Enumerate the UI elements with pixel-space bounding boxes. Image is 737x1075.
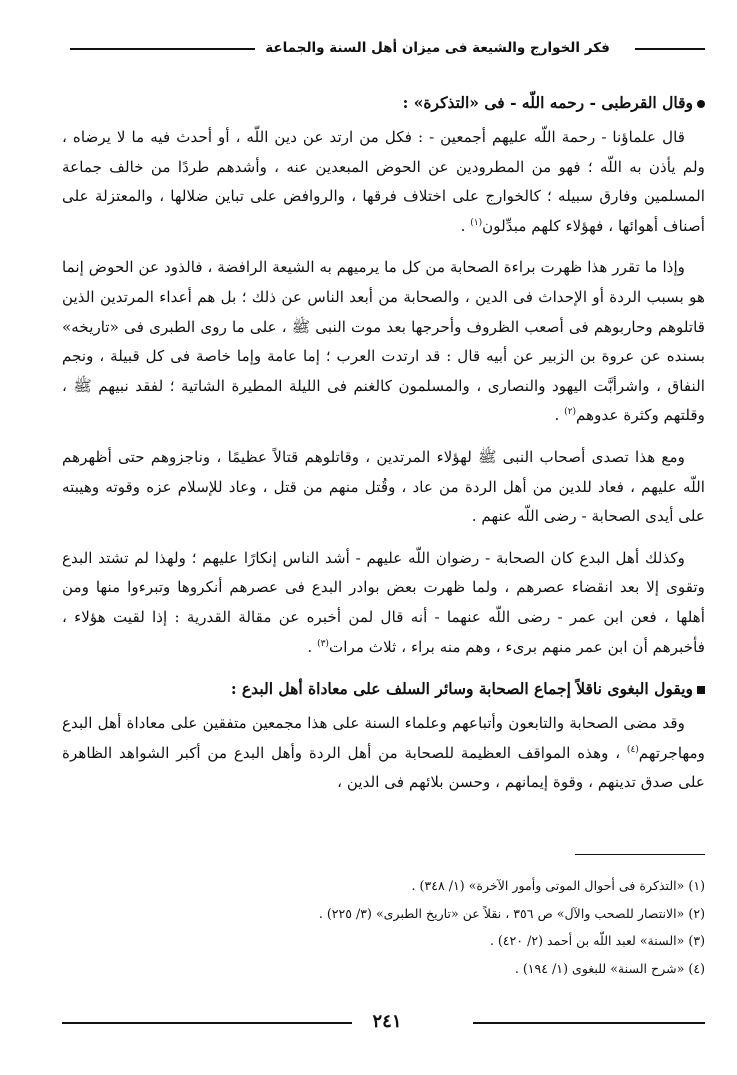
header-rule-left (70, 48, 255, 50)
header-rule-right (635, 48, 705, 50)
heading-text: ويقول البغوى ناقلاً إجماع الصحابة وسائر السلف على معاداة أهل البدع : (230, 679, 693, 699)
page-number: ٢٤١ (372, 1011, 402, 1032)
running-header (70, 36, 705, 60)
paragraph-2 (62, 253, 705, 431)
quote-heading-qurtubi (62, 88, 705, 117)
footnote-ref[interactable]: (٣) (317, 638, 329, 649)
square-bullet-icon (697, 686, 705, 694)
footnote-1: (١) «التذكرة فى أحوال الموتى وأمور الآخرة» (١/ ٣٤٨) . (411, 878, 705, 893)
paragraph-text: قال علماؤنا - رحمة اللّه عليهم أجمعين - : فكل من ارتد عن دين اللّه ، أو أحدث فيه ما لا يرضاه ، ولم يأذن به اللّه ؛ فهو من المطرودين عن الحوض المبعدين عنه ، وأشدهم طردًا من خالف جماعة المسلمين وفارق سبيله ؛ كالخوارج على اختلاف فرقها ، والروافض على تباين ضلالها ، والمعتزلة على أصناف أهوائها ، فهؤلاء كلهم مبدِّلون (62, 128, 705, 235)
main-text (62, 88, 705, 810)
paragraph-text: وقد مضى الصحابة والتابعون وأتباعهم وعلماء السنة على هذا مجمعين متفقين على معاداة أهل البدع ومهاجرتهم (62, 714, 705, 762)
heading-text: وقال القرطبى - رحمه اللّه - فى «التذكرة» : (402, 93, 693, 112)
paragraph-end: . (554, 406, 565, 425)
paragraph-1 (62, 123, 705, 241)
footnote-3: (٣) «السنة» لعبد اللّه بن أحمد (٢/ ٤٢٠) . (489, 933, 705, 948)
footnote-ref[interactable]: (٢) (564, 407, 577, 418)
paragraph-text: وكذلك أهل البدع كان الصحابة - رضوان اللّه عليهم - أشد الناس إنكارًا عليهم ؛ ولهذا لم تشتد البدع وتقوى إلا بعد انقضاء عصرهم ، ولما ظهرت بعض بوادر البدع فى عصرهم أنكروها وتبرءوا منها ومن أهلها ، فعن ابن عمر - رضى اللّه عنهما - أنه قال لمن أخبره عن مقالة القدرية : إذا لقيت هؤلاء ، فأخبرهم أن ابن عمر منهم برىء ، وهم منه براء ، ثلاث مرات (62, 548, 705, 656)
paragraph-3: ومع هذا تصدى أصحاب النبى ﷺ لهؤلاء المرتدين ، وقاتلوهم قتالاً عظيمًا ، وناجزوهم حتى أظهرهم اللّه عليهم ، فعاد للدين من أهل الردة من عاد ، وقُتل منهم من قتل ، وعاد للإسلام عزه وقوته وهيبته على أيدى الصحابة - رضى اللّه عنهم . (62, 447, 705, 526)
paragraph-5 (62, 709, 705, 798)
paragraph-end: . (460, 216, 471, 235)
footnote-separator (575, 854, 705, 855)
paragraph-text: وإذا ما تقرر هذا ظهرت براءة الصحابة من كل ما يرميهم به الشيعة الرافضة ، فالذود عن الحوض إنما هو بسبب الردة أو الإحداث فى الدين ، والصحابة من أبعد الناس عن ذلك ؛ بل هم أعداء المرتدين الذين قاتلوهم وحاربوهم فى أصعب الظروف وأحرجها بعد موت النبى ﷺ ، على ما روى الطبرى فى «تاريخه» بسنده عن عروة بن الزبير عن أبيه قال : قد ارتدت العرب ؛ إما عامة وإما خاصة فى كل قبيلة ، ونجم النفاق ، واشرأبَّت اليهود والنصارى ، والمسلمون كالغنم فى الليلة المطيرة الشاتية ؛ لفقد نبيهم ﷺ ، وقلتهم وكثرة عدوهم (62, 258, 705, 425)
quote-heading-baghawi (62, 674, 705, 703)
bullet-icon (697, 100, 705, 108)
paragraph-end: . (307, 637, 318, 656)
footnote-4: (٤) «شرح السنة» للبغوى (١/ ١٩٤) . (514, 960, 705, 976)
footnote-ref[interactable]: (١) (470, 217, 483, 228)
footnote-2: (٢) «الانتصار للصحب والآل» ص ٣٥٦ ، نقلاً عن «تاريخ الطبرى» (٣/ ٢٢٥) . (318, 905, 705, 921)
footer-rule-right (473, 1022, 705, 1024)
footnotes (62, 872, 705, 982)
footnote-ref[interactable]: (٤) (626, 744, 639, 755)
page-footer (62, 1010, 705, 1034)
footer-rule-left (62, 1022, 352, 1024)
running-title: فكر الخوارج والشيعة فى ميزان أهل السنة والجماعة (265, 40, 610, 56)
paragraph-4 (62, 544, 705, 662)
paragraph-text-continued: ، وهذه المواقف العظيمة للصحابة من أهل الردة وأهل البدع من أكبر الشواهد الظاهرة على صدق تدينهم ، وقوة إيمانهم ، وحسن بلائهم فى الدين ، (62, 743, 705, 792)
